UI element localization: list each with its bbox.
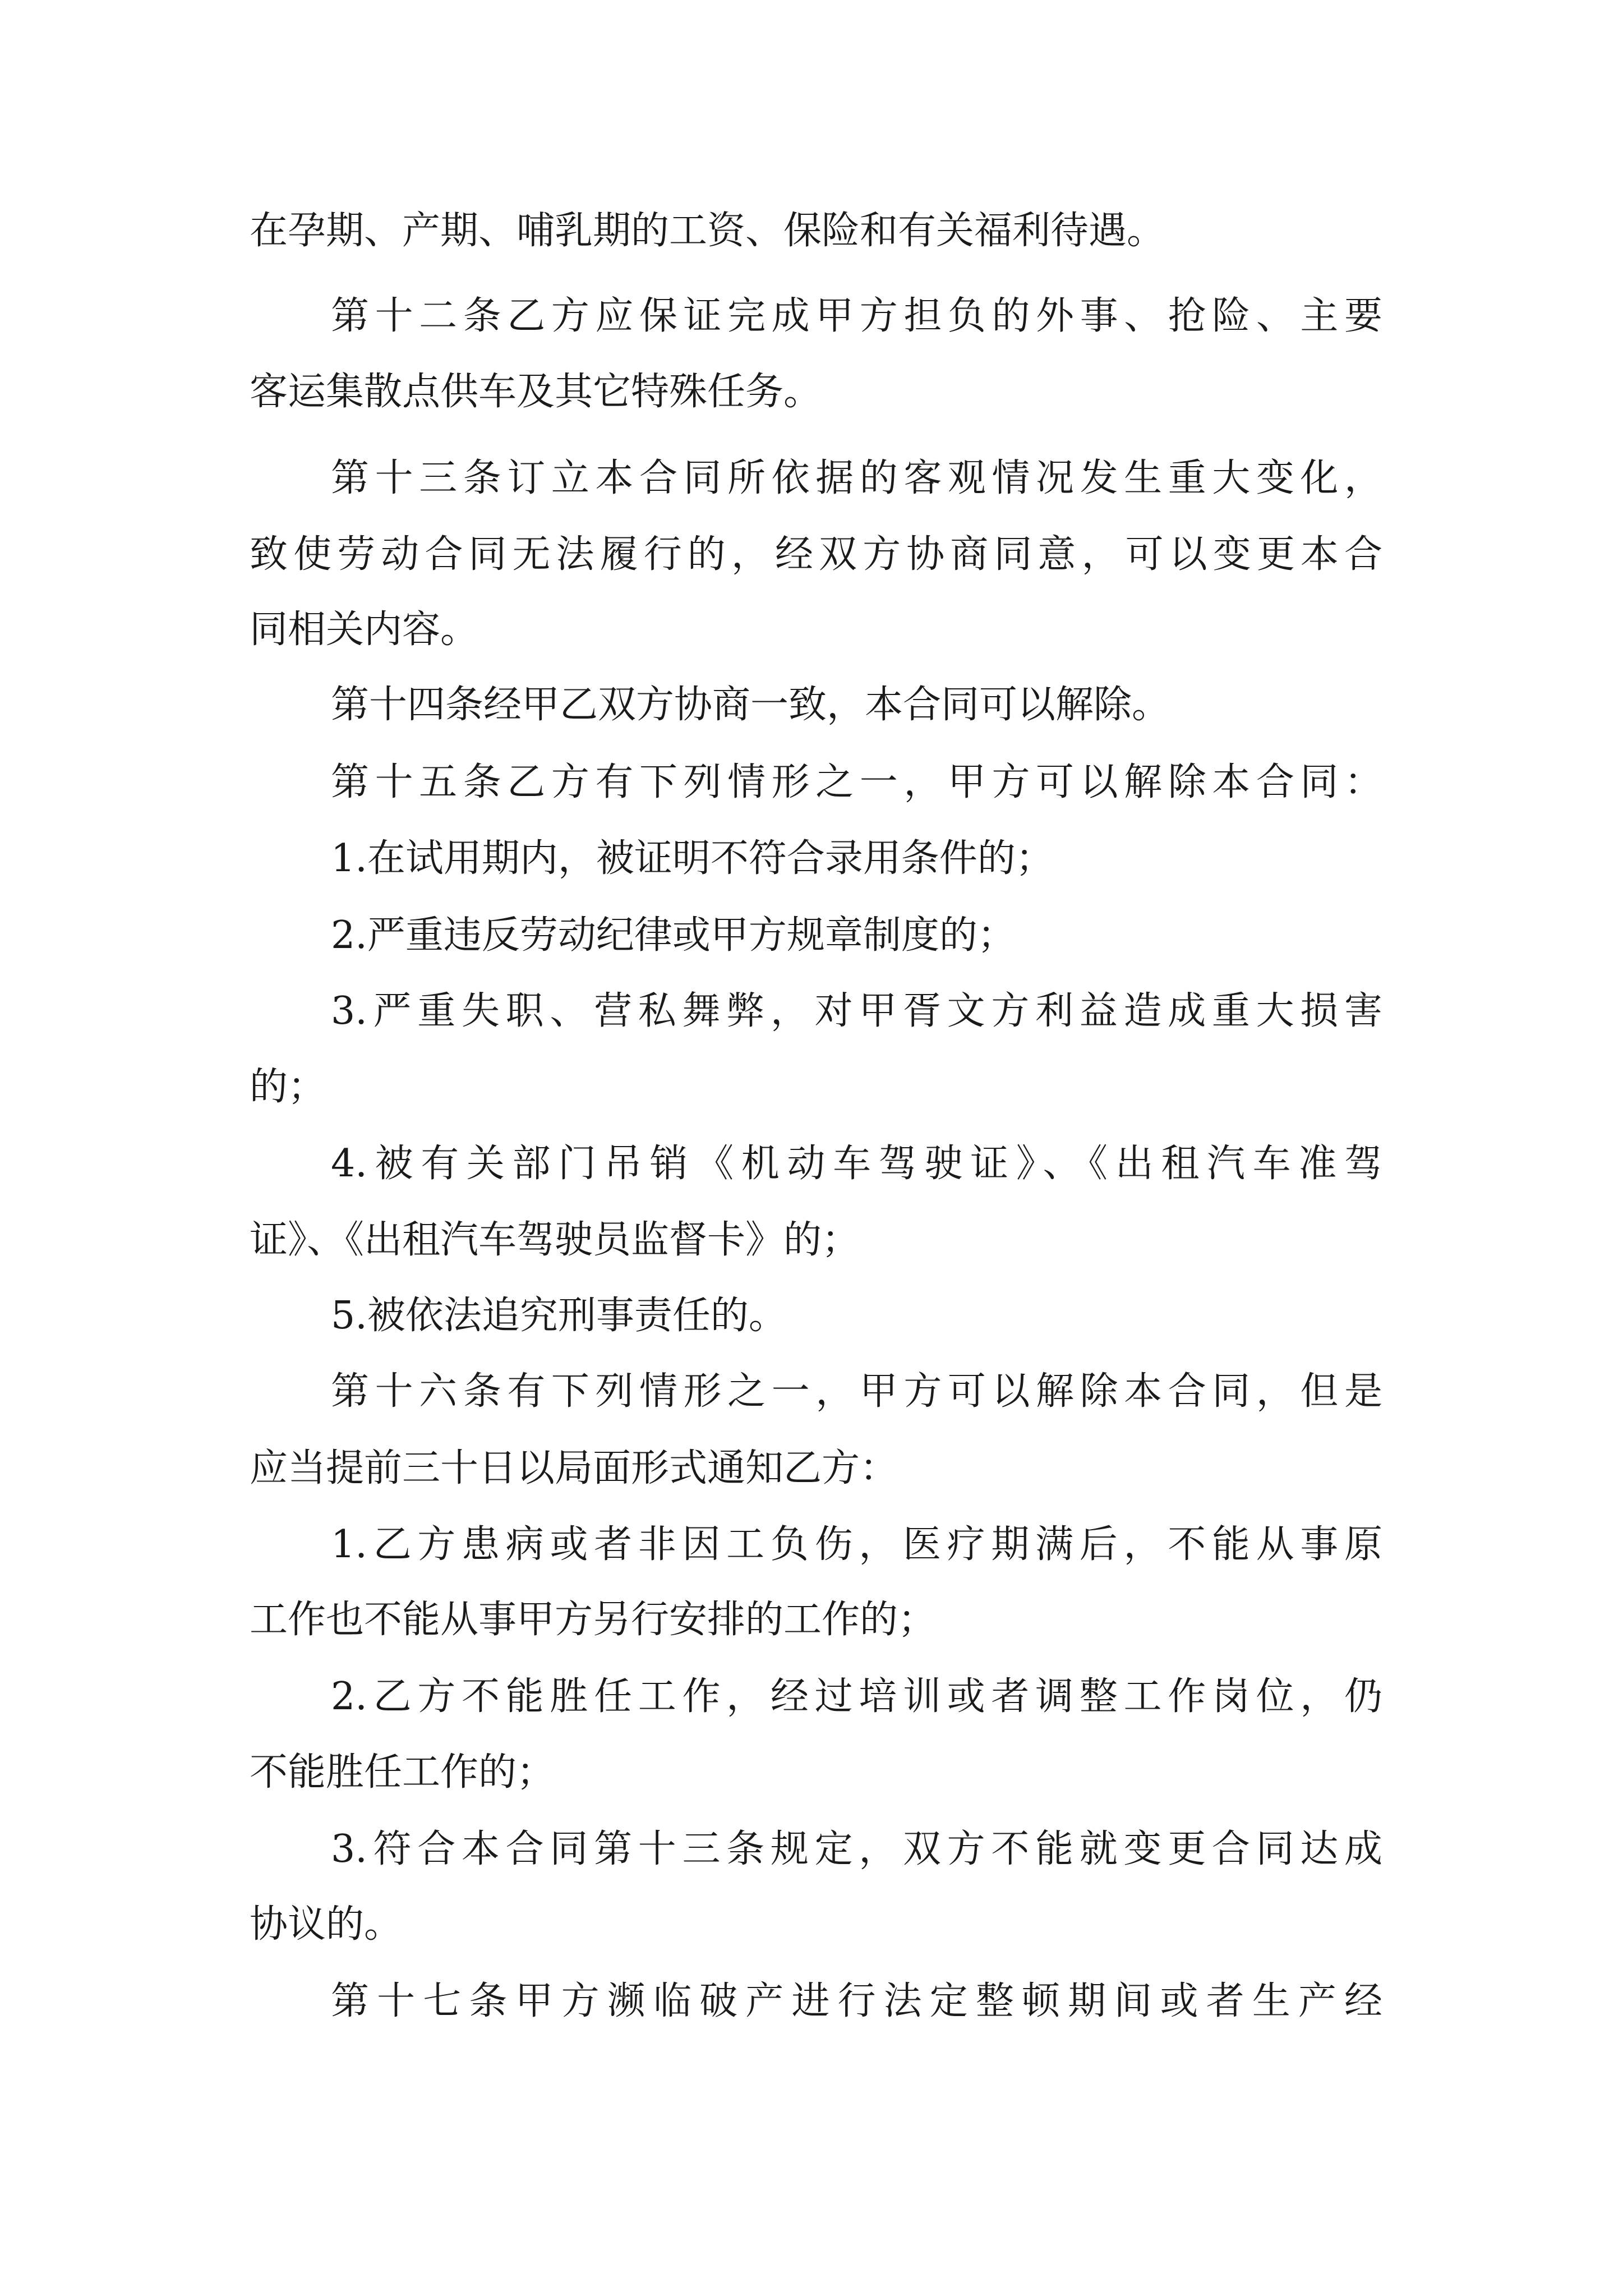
text-line: 应当提前三十日以局面形式通知乙方：: [250, 1446, 898, 1490]
text-line: 工作也不能从事甲方另行安排的工作的；: [250, 1598, 937, 1642]
text-line: 在孕期、产期、哺乳期的工资、保险和有关福利待遇。: [250, 209, 1165, 253]
text-line: 证》、《出租汽车驾驶员监督卡》的；: [250, 1218, 860, 1262]
text-line: 同相关内容。: [250, 608, 479, 652]
text-line: 第十六条有下列情形之一，甲方可以解除本合同，但是: [331, 1369, 1382, 1414]
text-line: 第十五条乙方有下列情形之一，甲方可以解除本合同：: [331, 760, 1382, 804]
text-line: 第十三条订立本合同所依据的客观情况发生重大变化，: [331, 456, 1382, 500]
text-line: 致使劳动合同无法履行的，经双方协商同意，可以变更本合: [250, 532, 1382, 577]
text-line: 2.严重违反劳动纪律或甲方规章制度的；: [331, 913, 1016, 958]
text-line: 4.被有关部门吊销《机动车驾驶证》、《出租汽车准驾: [331, 1142, 1382, 1186]
text-line: 不能胜任工作的；: [250, 1750, 555, 1795]
text-line: 的；: [250, 1065, 326, 1109]
text-line: 5.被依法追究刑事责任的。: [331, 1294, 787, 1338]
text-line: 2.乙方不能胜任工作，经过培训或者调整工作岗位，仍: [331, 1674, 1382, 1719]
text-line: 第十七条甲方濒临破产进行法定整顿期间或者生产经: [331, 1979, 1382, 2023]
text-line: 第十四条经甲乙双方协商一致，本合同可以解除。: [331, 683, 1170, 727]
text-line: 1.乙方患病或者非因工负伤，医疗期满后，不能从事原: [331, 1522, 1382, 1567]
text-line: 第十二条乙方应保证完成甲方担负的外事、抢险、主要: [331, 294, 1382, 338]
text-line: 3.符合本合同第十三条规定，双方不能就变更合同达成: [331, 1827, 1382, 1871]
text-line: 协议的。: [250, 1902, 403, 1947]
text-line: 1.在试用期内，被证明不符合录用条件的；: [331, 836, 1054, 881]
text-line: 3.严重失职、营私舞弊，对甲胥文方利益造成重大损害: [331, 989, 1382, 1033]
text-line: 客运集散点供车及其它特殊任务。: [250, 370, 822, 414]
